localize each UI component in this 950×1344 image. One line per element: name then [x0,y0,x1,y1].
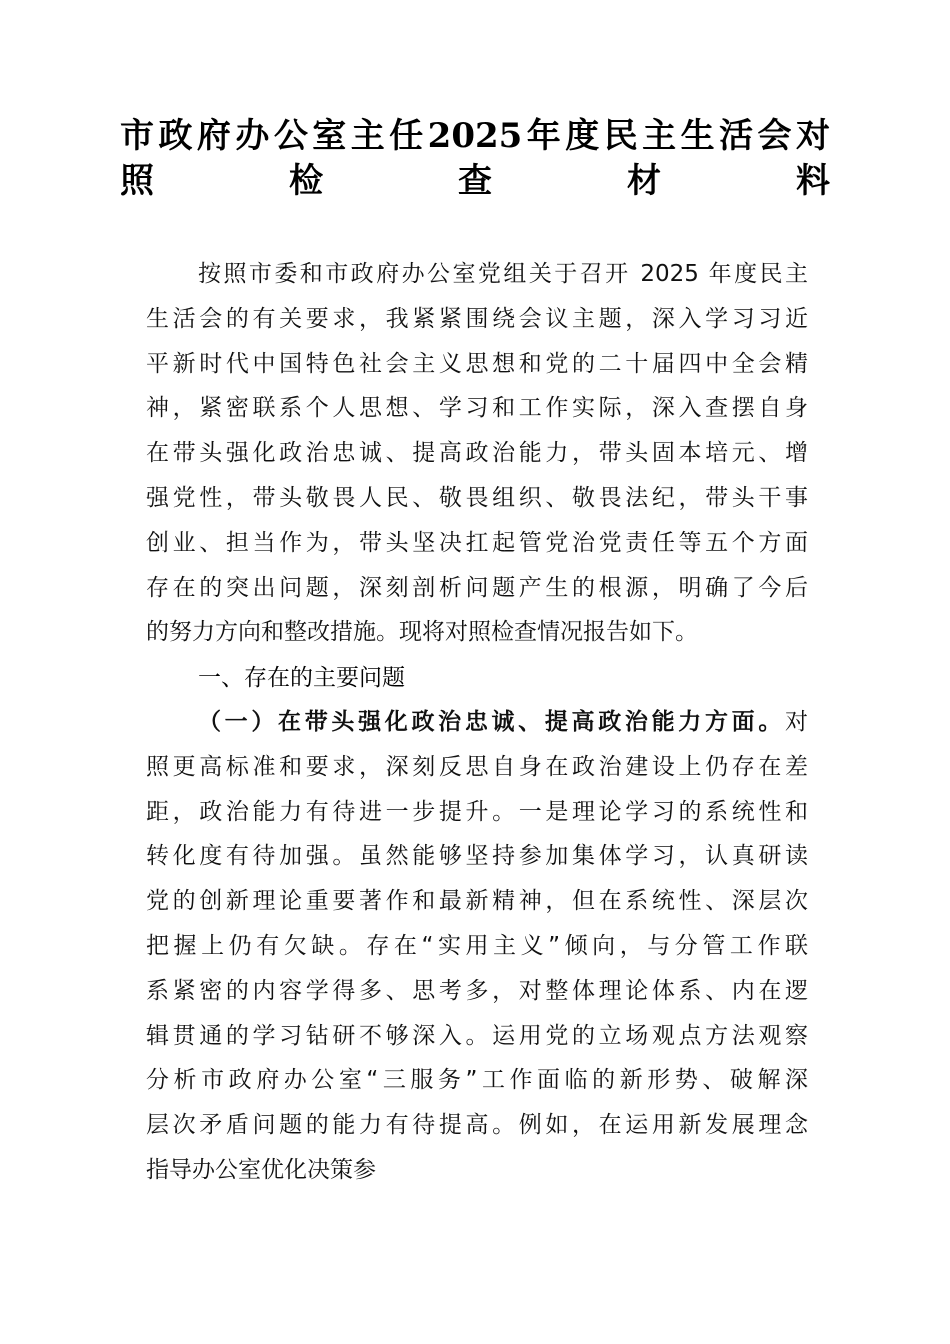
subsection-first-line-rest: 对 [785,708,808,735]
text-line: 的努力方向和整改措施。现将对照检查情况报告如下。 [146,619,698,646]
text-line: 系紧密的内容学得多、思考多，对整体理论体系、内在逻 [146,977,808,1004]
text-line: 存在的突出问题，深刻剖析问题产生的根源，明确了今后 [146,574,808,601]
text-line: 辑贯通的学习钻研不够深入。运用党的立场观点方法观察 [146,1022,808,1049]
text-line: 创业、担当作为，带头坚决扛起管党治党责任等五个方面 [146,529,808,556]
subsection-first-line [146,700,808,745]
document-body [146,252,808,1193]
section-heading: 一、存在的主要问题 [198,664,405,691]
document-title [120,112,830,202]
subsection-paragraph [146,700,808,1193]
text-line: 层次矛盾问题的能力有待提高。例如，在运用新发展理念 [146,1112,808,1139]
text-line: 转化度有待加强。虽然能够坚持参加集体学习，认真研读 [146,843,808,870]
subsection-heading: （一）在带头强化政治忠诚、提高政治能力方面。 [198,708,785,735]
text-line: 把握上仍有欠缺。存在“实用主义”倾向，与分管工作联 [146,932,808,959]
text-line: 党的创新理论重要著作和最新精神，但在系统性、深层次 [146,888,808,915]
title-line-1: 市政府办公室主任2025年度民主生活会对 [120,116,830,156]
text-line: 距，政治能力有待进一步提升。一是理论学习的系统性和 [146,798,808,825]
title-line-2: 照检查材料 [120,160,830,201]
text-line: 在带头强化政治忠诚、提高政治能力，带头固本培元、增 [146,440,808,467]
text-line: 强党性，带头敬畏人民、敬畏组织、敬畏法纪，带头干事 [146,484,808,511]
text-line: 神，紧密联系个人思想、学习和工作实际，深入查摆自身 [146,395,808,422]
text-line: 指导办公室优化决策参 [146,1156,376,1183]
text-line: 照更高标准和要求，深刻反思自身在政治建设上仍存在差 [146,753,808,780]
text-line: 按照市委和市政府办公室党组关于召开 2025 年度民主 [198,261,808,287]
text-line: 分析市政府办公室“三服务”工作面临的新形势、破解深 [146,1067,808,1094]
intro-paragraph [146,252,808,655]
text-line: 平新时代中国特色社会主义思想和党的二十届四中全会精 [146,350,808,377]
text-line: 生活会的有关要求，我紧紧围绕会议主题，深入学习习近 [146,305,808,332]
